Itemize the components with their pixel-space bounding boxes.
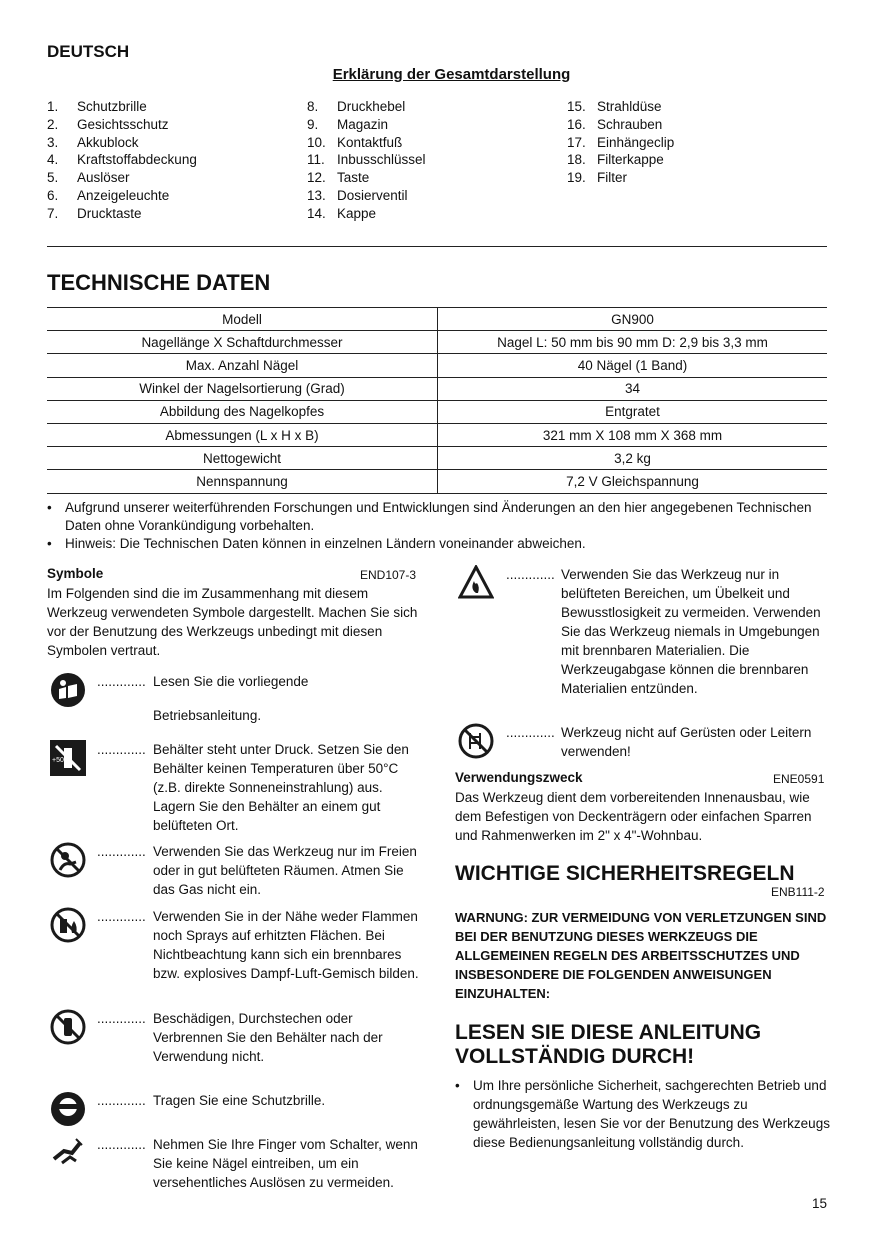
- page-number: 15: [811, 1196, 827, 1211]
- list-item: 5. Auslöser: [47, 170, 130, 186]
- list-item: 9. Magazin: [307, 116, 389, 132]
- symbol-text: Nehmen Sie Ihre Finger vom Schalter, wenn Sie keine Nägel eintreiben, um ein versehentliches Auslösen zu vermeiden.: [153, 1137, 418, 1190]
- list-item: • Aufgrund unserer weiterführenden Forschungen und Entwicklungen sind Änderungen an den hier angegebenen Technischen Daten ohne Vorankündigung vorbehalten.: [47, 500, 812, 533]
- symbols-code: END107-3: [360, 568, 417, 582]
- symbol-entry: ............. Nehmen Sie Ihre Finger vom Schalter, wenn Sie keine Nägel eintreiben, um ein versehentliches Auslösen zu vermeiden.: [47, 1135, 420, 1195]
- list-item: 2. Gesichtsschutz: [47, 116, 169, 132]
- language-heading: DEUTSCH: [47, 42, 130, 61]
- safety-code: ENB111-2: [771, 885, 825, 899]
- list-item: 18. Filterkappe: [567, 152, 664, 168]
- table-row: Abmessungen (L x H x B) 321 mm X 108 mm X 368 mm: [47, 423, 827, 446]
- parts-column-2: [307, 98, 537, 223]
- divider: [47, 246, 827, 247]
- symbol-text: Behälter steht unter Druck. Setzen Sie den Behälter keinen Temperaturen über 50°C (z.B. direkte Sonneneinstrahlung) aus. Lagern Sie den Behälter an einem gut belüfteten Ort.: [153, 742, 409, 833]
- list-item: 1. Schutzbrille: [47, 99, 147, 114]
- symbol-text: Verwenden Sie das Werkzeug nur in belüfteten Bereichen, um Übelkeit und Bewusstlosigkeit zu vermeiden. Verwenden Sie das Werkzeug niemals in Umgebungen mit brennbaren Materialien. Die Werkzeugabgase können die brennbaren Materialien entzünden.: [561, 567, 821, 696]
- list-item: • Hinweis: Die Technischen Daten können in einzelnen Ländern voneinander abweichen.: [47, 536, 586, 551]
- safety-title: WICHTIGE SICHERHEITSREGELN: [455, 862, 795, 885]
- list-item: 17. Einhängeclip: [567, 134, 675, 150]
- flammable-warning-icon: [458, 565, 494, 601]
- parts-column-1: [47, 98, 277, 223]
- list-item: 11. Inbusschlüssel: [307, 152, 426, 168]
- symbol-text: Tragen Sie eine Schutzbrille.: [153, 1093, 326, 1108]
- symbol-entry: +50 ............. Behälter steht unter Druck. Setzen Sie den Behälter keinen Temperaturen über 50°C (z.B. direkte Sonneneinstrahlung) aus. Lagern Sie den Behälter an einem gut belüfteten Ort.: [47, 740, 420, 836]
- table-row: Max. Anzahl Nägel 40 Nägel (1 Band): [47, 354, 827, 377]
- symbol-entry: ............. Werkzeug nicht auf Gerüsten oder Leitern verwenden!: [455, 723, 827, 763]
- symbol-text: Lesen Sie die vorliegende Betriebsanleitung.: [153, 674, 309, 723]
- finger-off-trigger-icon: [50, 1135, 86, 1171]
- no-inhale-gas-icon: [50, 842, 86, 878]
- list-item: 15. Strahldüse: [567, 99, 662, 114]
- table-row: Winkel der Nagelsortierung (Grad) 34: [47, 377, 827, 400]
- symbol-entry: ............. Verwenden Sie in der Nähe weder Flammen noch Sprays auf erhitzten Flächen. Bei Nichtbeachtung kann sich ein brennbares bzw. explosives Dampf-Luft-Gemisch bilden.: [47, 907, 420, 1003]
- tech-notes: [47, 499, 827, 553]
- symbol-entry: ............. Verwenden Sie das Werkzeug nur im Freien oder in gut belüfteten Räumen. Atmen Sie das Gas nicht ein.: [47, 842, 420, 902]
- table-row: Modell GN900: [47, 308, 827, 331]
- pressurized-container-icon: [50, 740, 86, 776]
- symbol-text: Beschädigen, Durchstechen oder Verbrennen Sie den Behälter nach der Verwendung nicht.: [153, 1011, 383, 1064]
- list-item: 6. Anzeigeleuchte: [47, 187, 170, 203]
- symbol-entry: ............. Verwenden Sie das Werkzeug nur in belüfteten Bereichen, um Übelkeit und Bewusstlosigkeit zu vermeiden. Verwenden Sie das Werkzeug niemals in Umgebungen mit brennbaren Materialien. Die Werkzeugabgase können die brennbaren Materialien entzünden.: [455, 565, 827, 715]
- list-item: 8. Druckhebel: [307, 99, 406, 114]
- safety-warning: WARNUNG: ZUR VERMEIDUNG VON VERLETZUNGEN SIND BEI DER BENUTZUNG DIESES WERKZEUGS DIE ALLGEMEINEN REGELN DES ARBEITSSCHUTZES UND INSBESONDERE DIE FOLGENDEN ANWEISUNGEN EINZUHALTEN:: [455, 910, 827, 1001]
- usage-text: Das Werkzeug dient dem vorbereitenden Innenausbau, wie dem Befestigen von Deckenträgern oder einfachen Sparren und Rahmenwerken im 2" x 4"-Wohnbau.: [455, 790, 812, 843]
- list-item: 12. Taste: [307, 170, 370, 186]
- parts-column-3: [567, 98, 797, 187]
- read-manual-icon: [50, 672, 86, 708]
- list-item: 4. Kraftstoffabdeckung: [47, 152, 197, 168]
- read-manual-title: LESEN SIE DIESE ANLEITUNG VOLLSTÄNDIG DURCH!: [455, 1021, 762, 1068]
- symbol-text: Verwenden Sie das Werkzeug nur im Freien oder in gut belüfteten Räumen. Atmen Sie das Gas nicht ein.: [153, 844, 417, 897]
- list-item: 14. Kappe: [307, 205, 377, 221]
- safety-glasses-icon: [50, 1091, 86, 1127]
- table-row: Nagellänge X Schaftdurchmesser Nagel L: 50 mm bis 90 mm D: 2,9 bis 3,3 mm: [47, 331, 827, 354]
- symbols-title: Symbole: [47, 566, 104, 581]
- symbol-entry: ............. Lesen Sie die vorliegende Betriebsanleitung.: [47, 672, 420, 732]
- usage-title: Verwendungszweck: [455, 770, 583, 785]
- usage-code: ENE0591: [773, 772, 825, 786]
- list-item: 13. Dosierventil: [307, 187, 408, 203]
- table-row: Abbildung des Nagelkopfes Entgratet: [47, 400, 827, 423]
- list-item: 10. Kontaktfuß: [307, 134, 403, 150]
- symbols-intro: Im Folgenden sind die im Zusammenhang mit diesem Werkzeug verwendeten Symbole dargestellt. Machen Sie sich vor der Benutzung des Werkzeugs unbedingt mit diesen Symbolen vertraut.: [47, 586, 418, 658]
- symbol-text: Verwenden Sie in der Nähe weder Flammen noch Sprays auf erhitzten Flächen. Bei Nichtbeachtung kann sich ein brennbares bzw. explosives Dampf-Luft-Gemisch bilden.: [153, 909, 419, 981]
- parts-subtitle: Erklärung der Gesamtdarstellung: [332, 66, 571, 83]
- symbol-entry: ............. Tragen Sie eine Schutzbrille.: [47, 1091, 420, 1131]
- symbol-entry: ............. Beschädigen, Durchstechen oder Verbrennen Sie den Behälter nach der Verwendung nicht.: [47, 1009, 420, 1069]
- spec-table: [47, 307, 827, 494]
- no-scaffold-icon: [458, 723, 494, 759]
- list-item: 3. Akkublock: [47, 134, 139, 150]
- tech-data-title: TECHNISCHE DATEN: [47, 270, 271, 295]
- list-item: 19. Filter: [567, 170, 627, 186]
- symbol-text: Werkzeug nicht auf Gerüsten oder Leitern verwenden!: [561, 725, 812, 759]
- no-spray-flame-icon: [50, 907, 86, 943]
- table-row: Nennspannung 7,2 V Gleichspannung: [47, 470, 827, 493]
- list-item: 16. Schrauben: [567, 116, 663, 132]
- no-puncture-icon: [50, 1009, 86, 1045]
- svg-text:+50: +50: [52, 757, 64, 764]
- list-item: • Um Ihre persönliche Sicherheit, sachgerechten Betrieb und ordnungsgemäße Wartung des Werkzeugs zu gewährleisten, lesen Sie vor der Benutzung des Werkzeugs diese Bedienungsanleitung vollständig durch.: [455, 1078, 830, 1150]
- table-row: Nettogewicht 3,2 kg: [47, 447, 827, 470]
- list-item: 7. Drucktaste: [47, 205, 142, 221]
